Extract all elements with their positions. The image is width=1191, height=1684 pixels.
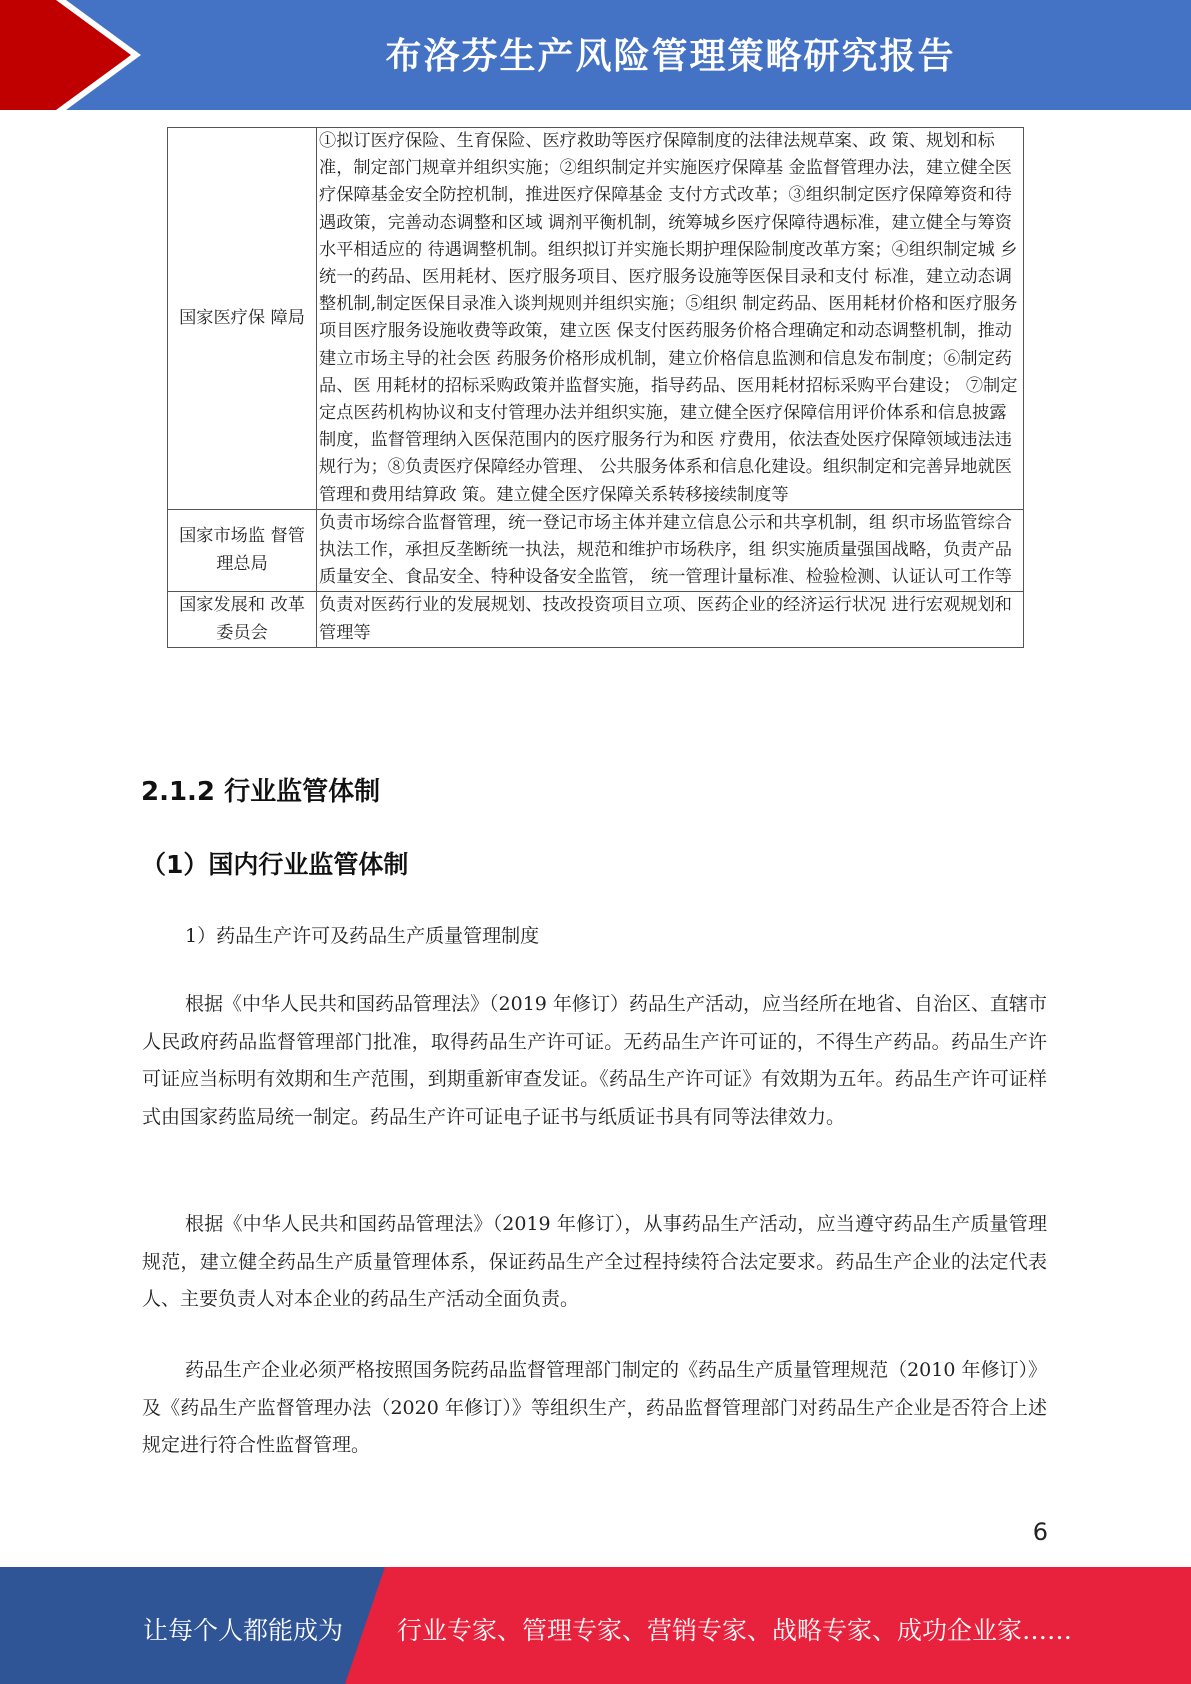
section-heading: 2.1.2 行业监管体制	[141, 777, 381, 807]
footer-slogan-left: 让每个人都能成为	[143, 1616, 344, 1645]
subsection-heading: （1）国内行业监管体制	[141, 850, 409, 879]
page-footer	[0, 1567, 1191, 1684]
table-row	[168, 128, 1024, 510]
regulator-duties: ①拟订医疗保险、生育保险、医疗救助等医疗保障制度的法律法规草案、政 策、规划和标准，制定部门规章并组织实施；②组织制定并实施医疗保障基 金监督管理办法，建立健全医疗保障基金安全防控机制，推进医疗保障基金 支付方式改革；③组织制定医疗保障筹资和待遇政策，完善动态调整和区域 调剂平衡机制，统筹城乡医疗保障待遇标准，建立健全与筹资水平相适应的 待遇调整机制。组织拟订并实施长期护理保险制度改革方案；④组织制定城 乡统一的药品、医用耗材、医疗服务项目、医疗服务设施等医保目录和支付 标准，建立动态调整机制,制定医保目录准入谈判规则并组织实施；⑤组织 制定药品、医用耗材价格和医疗服务项目医疗服务设施收费等政策，建立医 保支付医药服务价格合理确定和动态调整机制，推动建立市场主导的社会医 药服务价格形成机制，建立价格信息监测和信息发布制度；⑥制定药品、医 用耗材的招标采购政策并监督实施，指导药品、医用耗材招标采购平台建设； ⑦制定定点医药机构协议和支付管理办法并组织实施，建立健全医疗保障信用评价体系和信息披露制度，监督管理纳入医保范围内的医疗服务行为和医 疗费用，依法查处医疗保障领域违法违规行为；⑧负责医疗保障经办管理、 公共服务体系和信息化建设。组织制定和完善异地就医管理和费用结算政 策。建立健全医疗保障关系转移接续制度等	[317, 128, 1024, 510]
header-arrow-decoration	[0, 0, 160, 110]
regulator-name: 国家医疗保 障局	[168, 128, 317, 510]
body-paragraph: 根据《中华人民共和国药品管理法》（2019 年修订），从事药品生产活动，应当遵守药品生产质量管理规范，建立健全药品生产质量管理体系，保证药品生产全过程持续符合法定要求。药品生产企业的法定代表人、主要负责人对本企业的药品生产活动全面负责。	[142, 1213, 1047, 1310]
regulator-name: 国家发展和 改革委员会	[168, 592, 317, 647]
table-row	[168, 509, 1024, 592]
body-paragraph: 药品生产企业必须严格按照国务院药品监督管理部门制定的《药品生产质量管理规范（2010 年修订）》及《药品生产监督管理办法（2020 年修订）》等组织生产，药品监督管理部门对药品生产企业是否符合上述规定进行符合性监督管理。	[142, 1359, 1047, 1456]
item-heading: 1）药品生产许可及药品生产质量管理制度	[185, 925, 540, 947]
regulator-duties: 负责市场综合监督管理，统一登记市场主体并建立信息公示和共享机制，组 织市场监管综合执法工作，承担反垄断统一执法，规范和维护市场秩序，组 织实施质量强国战略，负责产品质量安全、食品安全、特种设备安全监管， 统一管理计量标准、检验检测、认证认可工作等	[317, 509, 1024, 592]
regulator-name: 国家市场监 督管理总局	[168, 509, 317, 592]
page-header	[0, 0, 1191, 110]
report-title: 布洛芬生产风险管理策略研究报告	[385, 36, 956, 77]
page-number: 6	[1032, 1518, 1048, 1546]
body-paragraph: 根据《中华人民共和国药品管理法》（2019 年修订）药品生产活动，应当经所在地省、自治区、直辖市人民政府药品监督管理部门批准，取得药品生产许可证。无药品生产许可证的，不得生产药品。药品生产许可证应当标明有效期和生产范围，到期重新审查发证。《药品生产许可证》有效期为五年。药品生产许可证样式由国家药监局统一制定。药品生产许可证电子证书与纸质证书具有同等法律效力。	[142, 993, 1047, 1128]
table-row	[168, 592, 1024, 647]
regulator-duties: 负责对医药行业的发展规划、技改投资项目立项、医药企业的经济运行状况 进行宏观规划和管理等	[317, 592, 1024, 647]
footer-slogan-right: 行业专家、管理专家、营销专家、战略专家、成功企业家……	[397, 1616, 1073, 1645]
regulator-table	[167, 127, 1024, 648]
